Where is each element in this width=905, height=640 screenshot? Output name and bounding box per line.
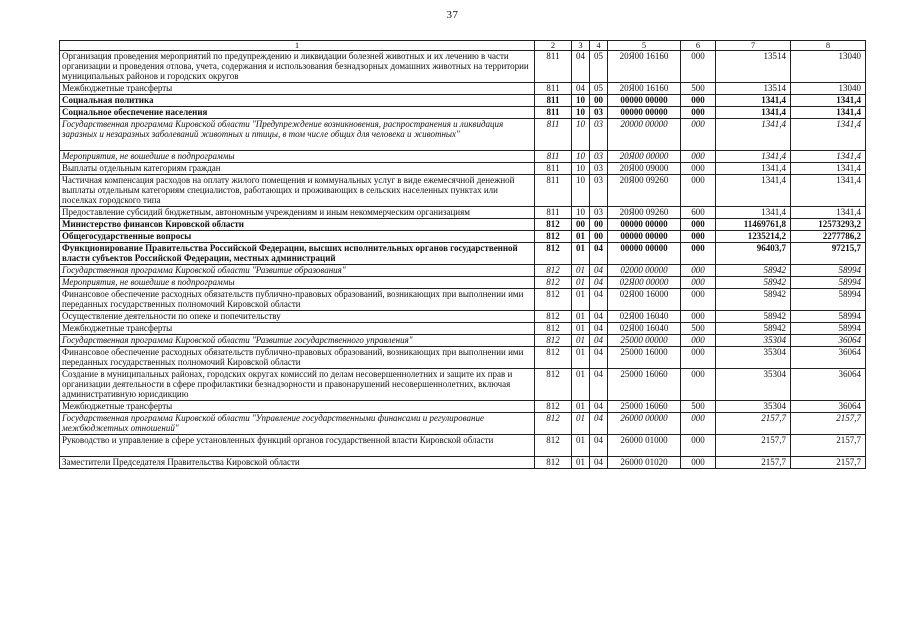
cell-ministry: 811 [535, 207, 572, 219]
header-cell-sum-2021: 8 [791, 41, 866, 51]
cell-ministry: 811 [535, 107, 572, 119]
cell-expense-type: 000 [681, 51, 716, 83]
cell-sum-2020: 2157,7 [716, 435, 791, 457]
cell-sum-2021: 58994 [791, 289, 866, 311]
table-row [60, 347, 866, 369]
cell-target-article: 00000 00000 [608, 219, 681, 231]
cell-sum-2020: 1341,4 [716, 151, 791, 163]
cell-target-article: 20000 00000 [608, 119, 681, 151]
cell-ministry: 812 [535, 231, 572, 243]
cell-section: 10 [572, 95, 590, 107]
cell-target-article: 26000 01000 [608, 435, 681, 457]
cell-sum-2021: 97215,7 [791, 243, 866, 265]
cell-subsection: 00 [590, 219, 608, 231]
cell-expense-type: 000 [681, 219, 716, 231]
cell-subsection: 00 [590, 95, 608, 107]
cell-sum-2021: 1341,4 [791, 207, 866, 219]
cell-ministry: 812 [535, 435, 572, 457]
cell-target-article: 20Я00 09000 [608, 163, 681, 175]
cell-subsection: 00 [590, 231, 608, 243]
cell-expense-type: 500 [681, 401, 716, 413]
cell-sum-2021: 13040 [791, 83, 866, 95]
cell-subsection: 04 [590, 401, 608, 413]
cell-subsection: 04 [590, 243, 608, 265]
cell-target-article: 26000 01020 [608, 457, 681, 469]
cell-ministry: 811 [535, 51, 572, 83]
cell-subsection: 03 [590, 119, 608, 151]
header-cell-expense-type: 6 [681, 41, 716, 51]
cell-name: Социальная политика [60, 95, 535, 107]
cell-section: 10 [572, 151, 590, 163]
cell-ministry: 812 [535, 323, 572, 335]
cell-section: 01 [572, 243, 590, 265]
cell-sum-2021: 1341,4 [791, 107, 866, 119]
cell-section: 01 [572, 323, 590, 335]
cell-subsection: 04 [590, 289, 608, 311]
cell-sum-2020: 1341,4 [716, 95, 791, 107]
cell-expense-type: 000 [681, 243, 716, 265]
cell-expense-type: 000 [681, 175, 716, 207]
header-cell-ministry: 2 [535, 41, 572, 51]
cell-subsection: 04 [590, 323, 608, 335]
cell-target-article: 00000 00000 [608, 231, 681, 243]
cell-name: Заместители Председателя Правительства Кировской области [60, 457, 535, 469]
cell-name: Функционирование Правительства Российской Федерации, высших исполнительных органов государственной власти субъектов Российской Федерации, местных администраций [60, 243, 535, 265]
cell-sum-2021: 36064 [791, 401, 866, 413]
table-row [60, 231, 866, 243]
table-row [60, 163, 866, 175]
cell-sum-2020: 1341,4 [716, 107, 791, 119]
cell-sum-2020: 13514 [716, 51, 791, 83]
table-row [60, 323, 866, 335]
cell-name: Мероприятия, не вошедшие в подпрограммы [60, 151, 535, 163]
cell-expense-type: 000 [681, 335, 716, 347]
cell-subsection: 03 [590, 175, 608, 207]
cell-ministry: 812 [535, 369, 572, 401]
cell-sum-2021: 1341,4 [791, 175, 866, 207]
cell-sum-2021: 58994 [791, 265, 866, 277]
cell-section: 01 [572, 311, 590, 323]
cell-target-article: 25000 16000 [608, 347, 681, 369]
cell-section: 04 [572, 83, 590, 95]
cell-ministry: 811 [535, 175, 572, 207]
cell-target-article: 00000 00000 [608, 95, 681, 107]
table-row [60, 369, 866, 401]
cell-section: 01 [572, 289, 590, 311]
cell-expense-type: 000 [681, 95, 716, 107]
cell-section: 01 [572, 369, 590, 401]
cell-sum-2020: 58942 [716, 323, 791, 335]
cell-sum-2021: 12573293,2 [791, 219, 866, 231]
cell-target-article: 00000 00000 [608, 243, 681, 265]
cell-expense-type: 000 [681, 413, 716, 435]
cell-subsection: 03 [590, 107, 608, 119]
cell-name: Осуществление деятельности по опеке и попечительству [60, 311, 535, 323]
cell-name: Межбюджетные трансферты [60, 83, 535, 95]
cell-ministry: 812 [535, 289, 572, 311]
table-row [60, 457, 866, 469]
cell-name: Финансовое обеспечение расходных обязательств публично-правовых образований, возникающих при выполнении ими переданных государственных полномочий Кировской области [60, 347, 535, 369]
cell-name: Выплаты отдельным категориям граждан [60, 163, 535, 175]
cell-subsection: 04 [590, 335, 608, 347]
cell-name: Социальное обеспечение населения [60, 107, 535, 119]
cell-name: Организация проведения мероприятий по предупреждению и ликвидации болезней животных и их лечению в части организации и проведения отлова, учета, содержания и использования безнадзорных домашних животных на территории муниципальных районов и городских округов [60, 51, 535, 83]
cell-sum-2021: 2157,7 [791, 413, 866, 435]
cell-name: Государственная программа Кировской области "Развитие государственного управления" [60, 335, 535, 347]
header-cell-name: 1 [60, 41, 535, 51]
cell-sum-2020: 1235214,2 [716, 231, 791, 243]
cell-ministry: 812 [535, 243, 572, 265]
table-row [60, 435, 866, 457]
cell-ministry: 812 [535, 311, 572, 323]
cell-expense-type: 000 [681, 163, 716, 175]
cell-sum-2020: 1341,4 [716, 207, 791, 219]
cell-expense-type: 000 [681, 151, 716, 163]
cell-sum-2021: 1341,4 [791, 163, 866, 175]
cell-sum-2021: 2157,7 [791, 457, 866, 469]
cell-sum-2020: 1341,4 [716, 119, 791, 151]
cell-sum-2021: 13040 [791, 51, 866, 83]
cell-section: 10 [572, 207, 590, 219]
cell-sum-2021: 1341,4 [791, 151, 866, 163]
cell-expense-type: 000 [681, 347, 716, 369]
cell-ministry: 812 [535, 219, 572, 231]
cell-sum-2020: 1341,4 [716, 163, 791, 175]
cell-name: Государственная программа Кировской области "Развитие образования" [60, 265, 535, 277]
cell-target-article: 20Я00 16160 [608, 51, 681, 83]
cell-sum-2020: 58942 [716, 265, 791, 277]
cell-sum-2020: 35304 [716, 335, 791, 347]
cell-name: Финансовое обеспечение расходных обязательств публично-правовых образований, возникающих при выполнении ими переданных государственных полномочий Кировской области [60, 289, 535, 311]
table-row [60, 207, 866, 219]
cell-sum-2020: 35304 [716, 347, 791, 369]
cell-section: 01 [572, 413, 590, 435]
cell-sum-2021: 1341,4 [791, 95, 866, 107]
cell-expense-type: 000 [681, 277, 716, 289]
cell-section: 01 [572, 401, 590, 413]
table-row [60, 243, 866, 265]
cell-section: 01 [572, 457, 590, 469]
cell-target-article: 25000 16060 [608, 401, 681, 413]
cell-section: 01 [572, 435, 590, 457]
cell-section: 10 [572, 119, 590, 151]
cell-subsection: 05 [590, 51, 608, 83]
cell-target-article: 00000 00000 [608, 107, 681, 119]
cell-section: 01 [572, 347, 590, 369]
cell-expense-type: 500 [681, 83, 716, 95]
cell-subsection: 05 [590, 83, 608, 95]
cell-target-article: 02Я00 16040 [608, 323, 681, 335]
table-row [60, 107, 866, 119]
cell-sum-2020: 1341,4 [716, 175, 791, 207]
table-row [60, 175, 866, 207]
cell-ministry: 812 [535, 347, 572, 369]
cell-subsection: 04 [590, 457, 608, 469]
cell-ministry: 811 [535, 151, 572, 163]
cell-section: 01 [572, 231, 590, 243]
table-row [60, 413, 866, 435]
cell-sum-2021: 1341,4 [791, 119, 866, 151]
cell-section: 10 [572, 107, 590, 119]
cell-subsection: 04 [590, 277, 608, 289]
cell-sum-2020: 2157,7 [716, 457, 791, 469]
cell-target-article: 20Я00 16160 [608, 83, 681, 95]
cell-target-article: 25000 16060 [608, 369, 681, 401]
cell-expense-type: 000 [681, 231, 716, 243]
cell-name: Межбюджетные трансферты [60, 323, 535, 335]
cell-section: 01 [572, 335, 590, 347]
budget-table [59, 40, 866, 469]
table-row [60, 265, 866, 277]
cell-ministry: 812 [535, 457, 572, 469]
cell-ministry: 812 [535, 401, 572, 413]
cell-ministry: 812 [535, 413, 572, 435]
header-cell-target-article: 5 [608, 41, 681, 51]
page-number: 37 [446, 9, 459, 21]
cell-name: Межбюджетные трансферты [60, 401, 535, 413]
cell-name: Предоставление субсидий бюджетным, автономным учреждениям и иным некоммерческим организациям [60, 207, 535, 219]
cell-sum-2021: 2157,7 [791, 435, 866, 457]
cell-expense-type: 000 [681, 311, 716, 323]
cell-subsection: 03 [590, 151, 608, 163]
cell-ministry: 811 [535, 163, 572, 175]
cell-section: 10 [572, 175, 590, 207]
cell-sum-2021: 36064 [791, 335, 866, 347]
cell-sum-2020: 58942 [716, 289, 791, 311]
cell-sum-2020: 13514 [716, 83, 791, 95]
cell-section: 04 [572, 51, 590, 83]
header-cell-sum-2020: 7 [716, 41, 791, 51]
cell-name: Министерство финансов Кировской области [60, 219, 535, 231]
cell-target-article: 02000 00000 [608, 265, 681, 277]
cell-sum-2020: 58942 [716, 311, 791, 323]
cell-target-article: 02Я00 16040 [608, 311, 681, 323]
cell-sum-2021: 36064 [791, 347, 866, 369]
cell-subsection: 04 [590, 369, 608, 401]
cell-sum-2020: 96403,7 [716, 243, 791, 265]
cell-target-article: 20Я00 09260 [608, 175, 681, 207]
cell-name: Государственная программа Кировской области "Предупреждение возникновения, распространения и ликвидация заразных и незаразных заболеваний животных и птицы, в том числе общих для человека и животных" [60, 119, 535, 151]
cell-expense-type: 000 [681, 457, 716, 469]
cell-expense-type: 000 [681, 107, 716, 119]
cell-subsection: 04 [590, 347, 608, 369]
table-row [60, 289, 866, 311]
cell-target-article: 20Я00 09260 [608, 207, 681, 219]
cell-name: Мероприятия, не вошедшие в подпрограммы [60, 277, 535, 289]
cell-ministry: 812 [535, 277, 572, 289]
cell-ministry: 812 [535, 265, 572, 277]
cell-expense-type: 000 [681, 435, 716, 457]
table-row [60, 219, 866, 231]
cell-target-article: 02Я00 16000 [608, 289, 681, 311]
cell-sum-2020: 58942 [716, 277, 791, 289]
table-row [60, 335, 866, 347]
cell-sum-2021: 58994 [791, 277, 866, 289]
header-cell-section: 3 [572, 41, 590, 51]
cell-expense-type: 000 [681, 119, 716, 151]
cell-name: Частичная компенсация расходов на оплату жилого помещения и коммунальных услуг в виде ежемесячной денежной выплаты отдельным категориям специалистов, работающих и проживающих в сельских населенных пунктах или поселках городского типа [60, 175, 535, 207]
header-row [60, 41, 866, 51]
cell-sum-2020: 2157,7 [716, 413, 791, 435]
cell-target-article: 26000 00000 [608, 413, 681, 435]
cell-expense-type: 000 [681, 265, 716, 277]
cell-sum-2020: 35304 [716, 401, 791, 413]
cell-section: 00 [572, 219, 590, 231]
cell-expense-type: 000 [681, 369, 716, 401]
cell-ministry: 811 [535, 119, 572, 151]
cell-name: Общегосударственные вопросы [60, 231, 535, 243]
cell-sum-2021: 58994 [791, 323, 866, 335]
table-row [60, 51, 866, 83]
cell-expense-type: 500 [681, 323, 716, 335]
cell-subsection: 03 [590, 207, 608, 219]
cell-sum-2021: 2277786,2 [791, 231, 866, 243]
table-row [60, 277, 866, 289]
cell-ministry: 811 [535, 83, 572, 95]
cell-section: 10 [572, 163, 590, 175]
table-row [60, 119, 866, 151]
cell-subsection: 03 [590, 163, 608, 175]
cell-sum-2020: 11469761,8 [716, 219, 791, 231]
table-row [60, 83, 866, 95]
cell-name: Государственная программа Кировской области "Управление государственными финансами и регулирование межбюджетных отношений" [60, 413, 535, 435]
cell-name: Руководство и управление в сфере установленных функций органов государственной власти Кировской области [60, 435, 535, 457]
cell-subsection: 04 [590, 265, 608, 277]
table-row [60, 311, 866, 323]
cell-target-article: 25000 00000 [608, 335, 681, 347]
cell-name: Создание в муниципальных районах, городских округах комиссий по делам несовершеннолетних и защите их прав и организации деятельности в сфере профилактики безнадзорности и правонарушений несовершеннолетних, включая административную юрисдикцию [60, 369, 535, 401]
cell-target-article: 20Я00 00000 [608, 151, 681, 163]
cell-ministry: 811 [535, 95, 572, 107]
cell-sum-2020: 35304 [716, 369, 791, 401]
cell-subsection: 04 [590, 413, 608, 435]
table-row [60, 401, 866, 413]
cell-section: 01 [572, 265, 590, 277]
cell-subsection: 04 [590, 311, 608, 323]
table-row [60, 95, 866, 107]
cell-subsection: 04 [590, 435, 608, 457]
cell-sum-2021: 36064 [791, 369, 866, 401]
cell-sum-2021: 58994 [791, 311, 866, 323]
cell-ministry: 812 [535, 335, 572, 347]
cell-target-article: 02Я00 00000 [608, 277, 681, 289]
header-cell-subsection: 4 [590, 41, 608, 51]
table-row [60, 151, 866, 163]
cell-section: 01 [572, 277, 590, 289]
cell-expense-type: 000 [681, 289, 716, 311]
cell-expense-type: 600 [681, 207, 716, 219]
